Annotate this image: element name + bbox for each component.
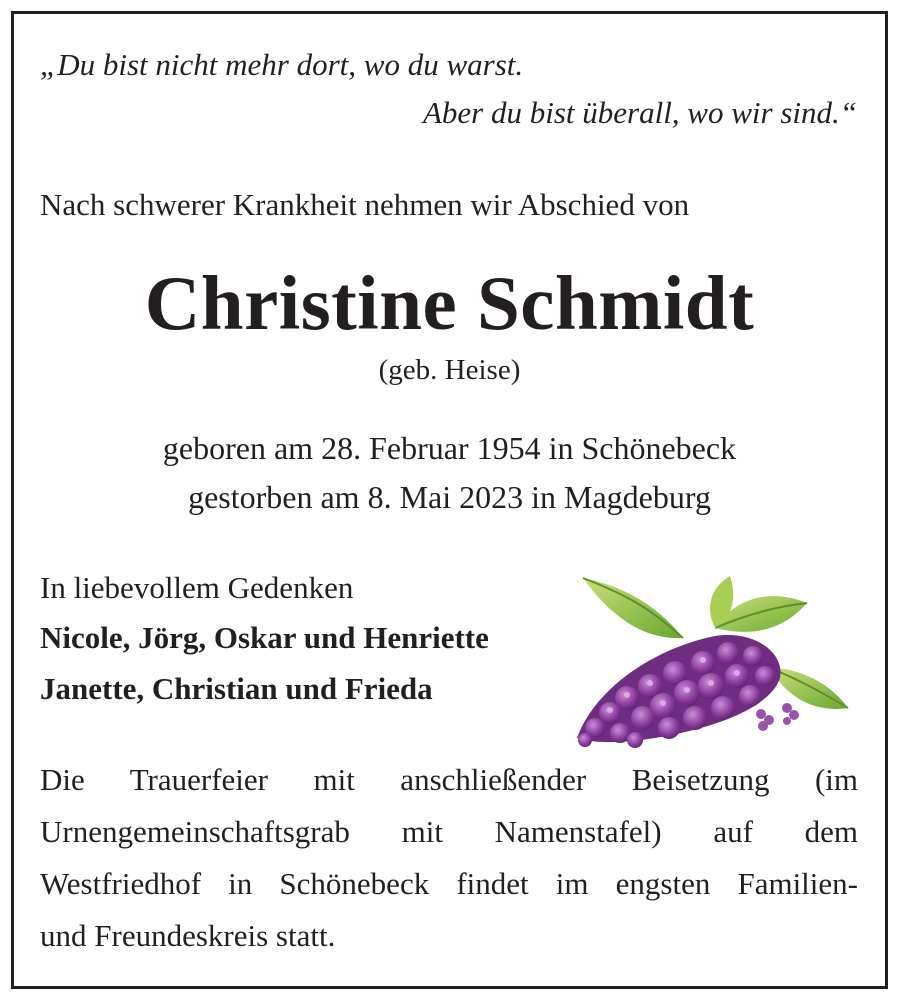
notice-line: Die Trauerfeier mit anschließender Beisetzung (im xyxy=(40,762,858,797)
quote-line-2: Aber du bist überall, wo wir sind.“ xyxy=(422,95,857,130)
maiden-name: (geb. Heise) xyxy=(378,354,521,386)
mourner-line: Janette, Christian und Frieda xyxy=(40,671,433,706)
birth-line: geboren am 28. Februar 1954 in Schönebeck xyxy=(162,430,737,466)
notice-line: Urnengemeinschaftsgrab mit Namenstafel) auf dem xyxy=(40,814,858,849)
mourner-line: Nicole, Jörg, Oskar und Henriette xyxy=(40,620,489,655)
memorial-heading: In liebevollem Gedenken xyxy=(40,570,354,605)
notice-line: Westfriedhof in Schönebeck findet im engsten Familien- xyxy=(40,866,858,901)
intro-text: Nach schwerer Krankheit nehmen wir Abschied von xyxy=(40,187,690,222)
notice-line: und Freundeskreis statt. xyxy=(40,918,336,953)
quote-line-1: „Du bist nicht mehr dort, wo du warst. xyxy=(40,47,524,82)
lilac-flower-icon xyxy=(565,568,855,750)
deceased-name: Christine Schmidt xyxy=(144,260,755,346)
death-line: gestorben am 8. Mai 2023 in Magdeburg xyxy=(188,479,711,515)
